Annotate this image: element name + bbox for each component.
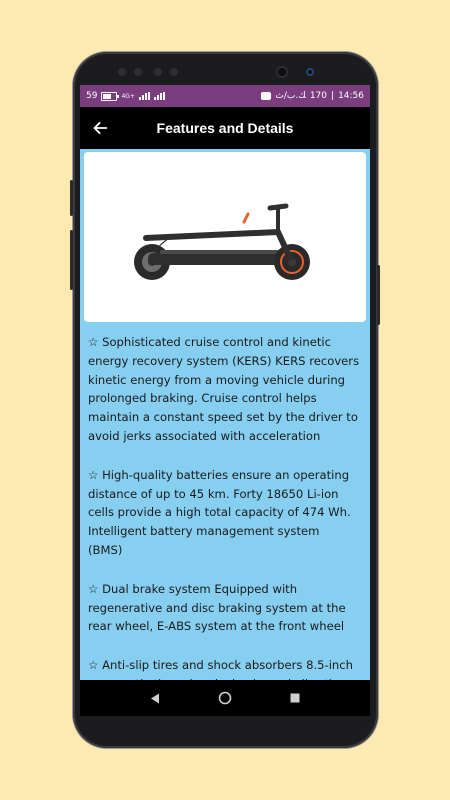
notification-icon [261,92,271,100]
triangle-back-icon [150,693,160,704]
volume-button-2 [70,230,73,290]
product-image-card [84,152,366,322]
feature-item: ☆ High-quality batteries ensure an operating distance of up to 45 km. Forty 18650 Li-ion cells provide a high total capacity of 474 Wh. Intelligent battery management system (BMS) [88,467,351,557]
nav-home-button[interactable] [218,691,232,705]
system-nav-bar [80,680,370,716]
sensor [306,68,314,76]
signal-icon [139,92,150,100]
battery-icon [101,92,117,101]
feature-item: ☆ Dual brake system Equipped with regenerative and disc braking system at the rear wheel, E-ABS system at the front wheel [88,581,346,634]
square-recents-icon [290,693,300,703]
status-bar: 59 4G+ ﻚ.ب/ث 170 | 14:56 [80,85,370,107]
status-right-text: 170 [309,91,328,101]
feature-item: ☆ Sophisticated cruise control and kinetic energy recovery system (KERS) KERS recovers kinetic energy from a moving vehicle during prolonged braking. Cruise control helps maintain a constant speed set by the driver to avoid jerks associated with acceleration [88,335,360,443]
speaker-grill [118,68,178,76]
page-title: Features and Details [156,120,294,136]
circle-home-icon [218,691,232,705]
arrow-left-icon [92,120,108,136]
electric-scooter-icon [84,152,366,322]
feature-list [88,333,364,714]
power-button [377,265,380,325]
back-button[interactable] [88,116,112,140]
nav-recents-button[interactable] [288,691,302,705]
nav-back-button[interactable] [148,691,162,705]
app-bar [80,107,370,149]
screen [80,85,370,716]
status-time: 14:56 [338,91,364,101]
status-rtl-text: ﻚ.ب/ث [275,91,306,101]
volume-button [70,180,73,216]
network-label: 4G+ [121,92,135,100]
front-camera [276,66,288,78]
feature-item: ☆ Anti-slip tires and shock absorbers 8.5-inch [88,658,353,673]
status-left-text: 59 [86,91,98,101]
content-area[interactable] [80,149,370,680]
signal-icon-2 [154,92,165,100]
